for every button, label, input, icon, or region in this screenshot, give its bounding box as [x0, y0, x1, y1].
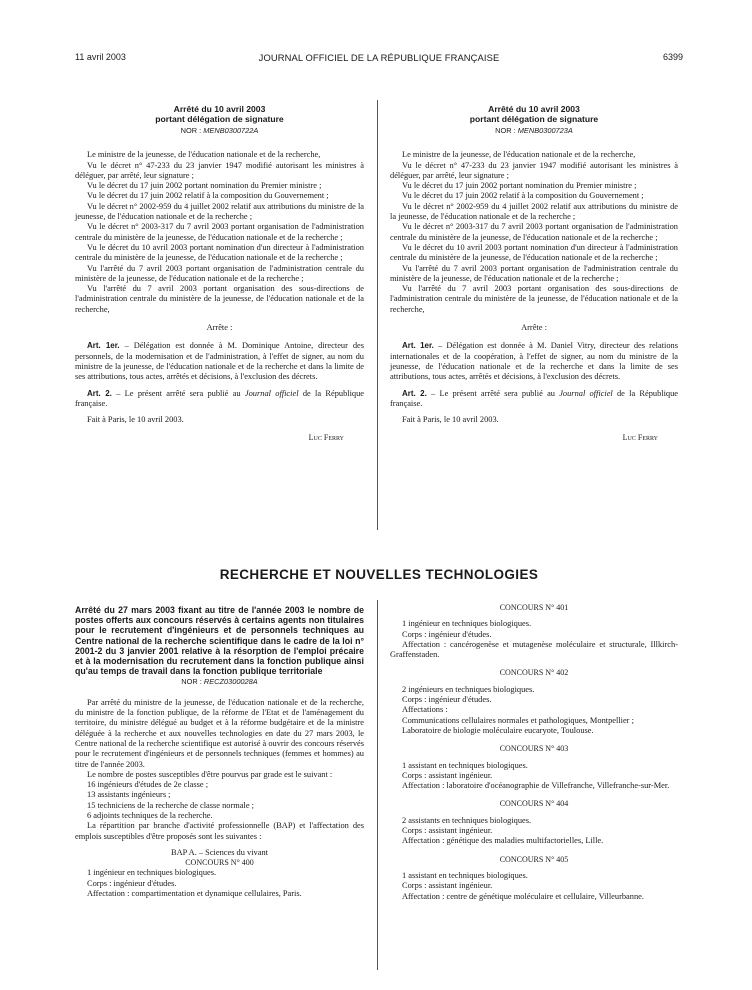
- concours-line: Corps : assistant ingénieur.: [402, 826, 493, 836]
- poste-line: 13 assistants ingénieurs ;: [87, 790, 171, 800]
- page-header: [75, 52, 683, 66]
- arrete-title-line1: Arrêté du 10 avril 2003: [488, 104, 580, 114]
- paragraph: Vu le décret du 17 juin 2002 relatif à la composition du Gouvernement ;: [402, 191, 644, 201]
- concours-line: 2 ingénieurs en techniques biologiques.: [402, 684, 535, 694]
- paragraph: Vu l'arrêté du 7 avril 2003 portant organisation de l'administration centrale du ministère de la jeunesse, de l'éducation nationale et de la recherche ;: [75, 263, 364, 283]
- arrete-right: [390, 104, 678, 444]
- concours-line: 1 ingénieur en techniques biologiques.: [87, 868, 217, 878]
- concours-line: Affectation : compartimentation et dynamique cellulaires, Paris.: [87, 889, 302, 899]
- bap-heading: BAP A. – Sciences du vivant: [171, 847, 268, 857]
- paragraph: Vu le décret n° 47-233 du 23 janvier 1947 modifié autorisant les ministres à déléguer, par arrêté, leur signature ;: [75, 160, 364, 180]
- poste-line: 6 adjoints techniques de la recherche.: [87, 810, 213, 820]
- article-1-text: – Délégation est donnée à M. Dominique Antoine, directeur des personnels, de la modernisation et de l'administration, à l'effet de signer, au nom du ministre de la jeunesse, de l'éducation nationale et de la recherche et dans la limite de ses attributions, tous actes, arrêtés et décisions, à l'exclusion des décrets.: [75, 341, 364, 382]
- paragraph: Vu le décret du 10 avril 2003 portant nomination d'un directeur à l'administration centrale du ministère de la jeunesse, de l'éducation nationale et de la recherche ;: [75, 242, 364, 263]
- concours-line: Corps : ingénieur d'études.: [87, 878, 177, 888]
- concours-line: Affectation : laboratoire d'océanographie de Villefranche, Villefranche-sur-Mer.: [402, 781, 670, 791]
- poste-line: 15 techniciens de la recherche de classe normale ;: [87, 800, 254, 810]
- concours-line: Affectations :: [402, 705, 448, 715]
- concours-line: Corps : assistant ingénieur.: [402, 770, 493, 780]
- fait-a-paris: Fait à Paris, le 10 avril 2003.: [402, 415, 499, 425]
- nombre-paragraph: Le nombre de postes susceptibles d'être pourvus par grade est le suivant :: [87, 769, 333, 779]
- concours-title: CONCOURS N° 403: [499, 744, 569, 754]
- concours-line: Corps : ingénieur d'études.: [402, 629, 492, 639]
- header-date: 11 avril 2003: [75, 52, 126, 62]
- arrete-title-line2: portant délégation de signature: [469, 114, 599, 124]
- article-1-text: – Délégation est donnée à M. Daniel Vitry, directeur des relations internationales et de la coopération, à l'effet de signer, au nom du ministre de la jeunesse, de l'éducation nationale et de la recherche et dans la limite de ses attributions, tous actes, arrêtés et décisions, à l'exclusion des décrets.: [390, 341, 678, 382]
- signature: Luc Ferry: [622, 433, 658, 443]
- section-title: RECHERCHE ET NOUVELLES TECHNOLOGIES: [219, 567, 539, 582]
- nor-reference: [390, 126, 678, 136]
- article-2-label: Art. 2.: [87, 388, 112, 398]
- article-2-text: – Le présent arrêté sera publié au: [426, 388, 560, 398]
- arrete-keyword: Arrête :: [206, 323, 233, 333]
- paragraph: Vu le décret n° 47-233 du 23 janvier 1947 modifié autorisant les ministres à déléguer, par arrêté, leur signature ;: [390, 160, 678, 180]
- article-1: [75, 341, 364, 382]
- concours-title: CONCOURS N° 404: [499, 799, 569, 809]
- journal-officiel-italic: Journal officiel: [244, 388, 299, 398]
- article-2-text-end: de la République française.: [390, 388, 679, 408]
- concours-line: Corps : ingénieur d'études.: [402, 695, 492, 705]
- arrete-long-title: Arrêté du 27 mars 2003 fixant au titre de l'année 2003 le nombre de postes offerts aux concours réservés à certains agents non titulaires pour le recrutement d'ingénieurs et de personnels techniques au Centre national de la recherche scientifique dans le cadre de la loi n° 2001-2 du 3 janvier 2001 relative à la résorption de l'emploi précaire et à la modernisation du recrutement dans la fonction publique ainsi qu'au temps de travail dans la fonction publique territoriale: [75, 605, 364, 677]
- paragraph: Vu le décret du 17 juin 2002 relatif à la composition du Gouvernement ;: [87, 191, 329, 201]
- column-divider-bottom: [377, 600, 378, 970]
- concours-title: CONCOURS N° 402: [499, 668, 569, 678]
- paragraph: Vu le décret n° 2002-959 du 4 juillet 2002 relatif aux attributions du ministre de la jeunesse, de l'éducation nationale et de la recherche ;: [390, 201, 678, 222]
- fait-a-paris: Fait à Paris, le 10 avril 2003.: [87, 415, 184, 425]
- concours-line: 1 assistant en techniques biologiques.: [402, 760, 528, 770]
- article-1-label: Art. 1er.: [402, 341, 434, 351]
- paragraph: Vu le décret du 10 avril 2003 portant nomination d'un directeur à l'administration centrale du ministère de la jeunesse, de l'éducation nationale et de la recherche ;: [390, 242, 678, 263]
- nor-code: MENB0300722A: [203, 126, 259, 135]
- article-2: [75, 389, 364, 410]
- concours-line: Communications cellulaires normales et pathologiques, Montpellier ;: [402, 715, 634, 725]
- concours-line: Affectation : génétique des maladies multifactorielles, Lille.: [402, 836, 604, 846]
- paragraph: Vu le décret n° 2003-317 du 7 avril 2003 portant organisation de l'administration centrale du ministère de la jeunesse, de l'éducation nationale et de la recherche ;: [75, 222, 364, 242]
- concours-title: CONCOURS N° 405: [499, 854, 569, 864]
- article-2-text-end: de la République française.: [75, 388, 365, 408]
- poste-line: 16 ingénieurs d'études de 2e classe ;: [87, 780, 209, 790]
- signature: Luc Ferry: [308, 433, 344, 443]
- paragraph: Vu le décret du 17 juin 2002 portant nomination du Premier ministre ;: [402, 181, 637, 191]
- paragraph: Vu l'arrêté du 7 avril 2003 portant organisation de l'administration centrale du ministère de la jeunesse, de l'éducation nationale et de la recherche ;: [390, 263, 678, 283]
- paragraph: Le ministre de la jeunesse, de l'éducation nationale et de la recherche,: [402, 150, 636, 160]
- concours-line: 2 assistants en techniques biologiques.: [402, 815, 532, 825]
- concours-line: 1 assistant en techniques biologiques.: [402, 870, 528, 880]
- paragraph: Vu le décret n° 2003-317 du 7 avril 2003 portant organisation de l'administration centrale du ministère de la jeunesse, de l'éducation nationale et de la recherche ;: [390, 222, 678, 242]
- nor-reference: [75, 677, 364, 687]
- intro-paragraph: Par arrêté du ministre de la jeunesse, de l'éducation nationale et de la recherche, du ministre de la fonction publique, de la réforme de l'Etat et de l'aménagement du territoire, du ministre délégué au budget et à la réforme budgétaire et de la ministre déléguée à la recherche et aux nouvelles technologies en date du 27 mars 2003, le Centre national de la recherche scientifique est autorisé à ouvrir des concours réservés pour le recrutement d'ingénieurs et de personnels techniques (femmes et hommes) au titre de l'année 2003.: [75, 697, 364, 769]
- repartition-paragraph: La répartition par branche d'activité professionnelle (BAP) et l'affectation des emplois susceptibles d'être proposés sont les suivantes :: [75, 821, 364, 841]
- arrete-bottom-left: [75, 605, 364, 899]
- nor-prefix: NOR :: [180, 126, 204, 135]
- concours-list: [390, 603, 678, 902]
- concours-title: CONCOURS N° 401: [499, 603, 569, 612]
- concours-line: Affectation : centre de génétique moléculaire et cellulaire, Villeurbanne.: [402, 891, 644, 901]
- paragraph: Le ministre de la jeunesse, de l'éducation nationale et de la recherche,: [87, 150, 321, 160]
- concours-title: CONCOURS N° 400: [185, 858, 254, 868]
- header-page-number: 6399: [662, 52, 683, 62]
- arrete-keyword: Arrête :: [521, 323, 547, 333]
- arrete-title-line1: Arrêté du 10 avril 2003: [173, 104, 266, 114]
- nor-reference: [75, 126, 364, 136]
- paragraph: Vu l'arrêté du 7 avril 2003 portant organisation des sous-directions de l'administration centrale du ministère de la jeunesse, de l'éducation nationale et de la recherche,: [390, 284, 678, 314]
- article-2: [390, 389, 678, 410]
- nor-prefix: NOR :: [495, 126, 518, 135]
- article-1-label: Art. 1er.: [87, 341, 120, 351]
- journal-officiel-italic: Journal officiel: [559, 388, 613, 398]
- column-divider-top: [377, 100, 378, 530]
- paragraph: Vu le décret du 17 juin 2002 portant nomination du Premier ministre ;: [87, 181, 322, 191]
- concours-line: 1 ingénieur en techniques biologiques.: [402, 619, 532, 629]
- concours-line: Laboratoire de biologie moléculaire eucaryote, Toulouse.: [402, 725, 594, 735]
- article-1: [390, 341, 678, 382]
- arrete-left: [75, 104, 364, 444]
- nor-code: RECZ0300028A: [203, 677, 258, 687]
- arrete-title-line2: portant délégation de signature: [155, 114, 284, 124]
- nor-code: MENB0300723A: [517, 126, 573, 135]
- article-2-text: – Le présent arrêté sera publié au: [111, 388, 245, 398]
- header-journal-title: JOURNAL OFFICIEL DE LA RÉPUBLIQUE FRANÇAISE: [258, 52, 500, 63]
- nor-prefix: NOR :: [181, 677, 204, 687]
- concours-line: Corps : assistant ingénieur.: [402, 881, 493, 891]
- concours-line: Affectation : cancérogenèse et mutagenèse moléculaire et structurale, Illkirch-Graffenstaden.: [390, 639, 678, 660]
- paragraph: Vu l'arrêté du 7 avril 2003 portant organisation des sous-directions de l'administration centrale du ministère de la jeunesse, de l'éducation nationale et de la recherche,: [75, 284, 364, 314]
- article-2-label: Art. 2.: [402, 388, 427, 398]
- paragraph: Vu le décret n° 2002-959 du 4 juillet 2002 relatif aux attributions du ministre de la jeunesse, de l'éducation nationale et de la recherche ;: [75, 201, 364, 222]
